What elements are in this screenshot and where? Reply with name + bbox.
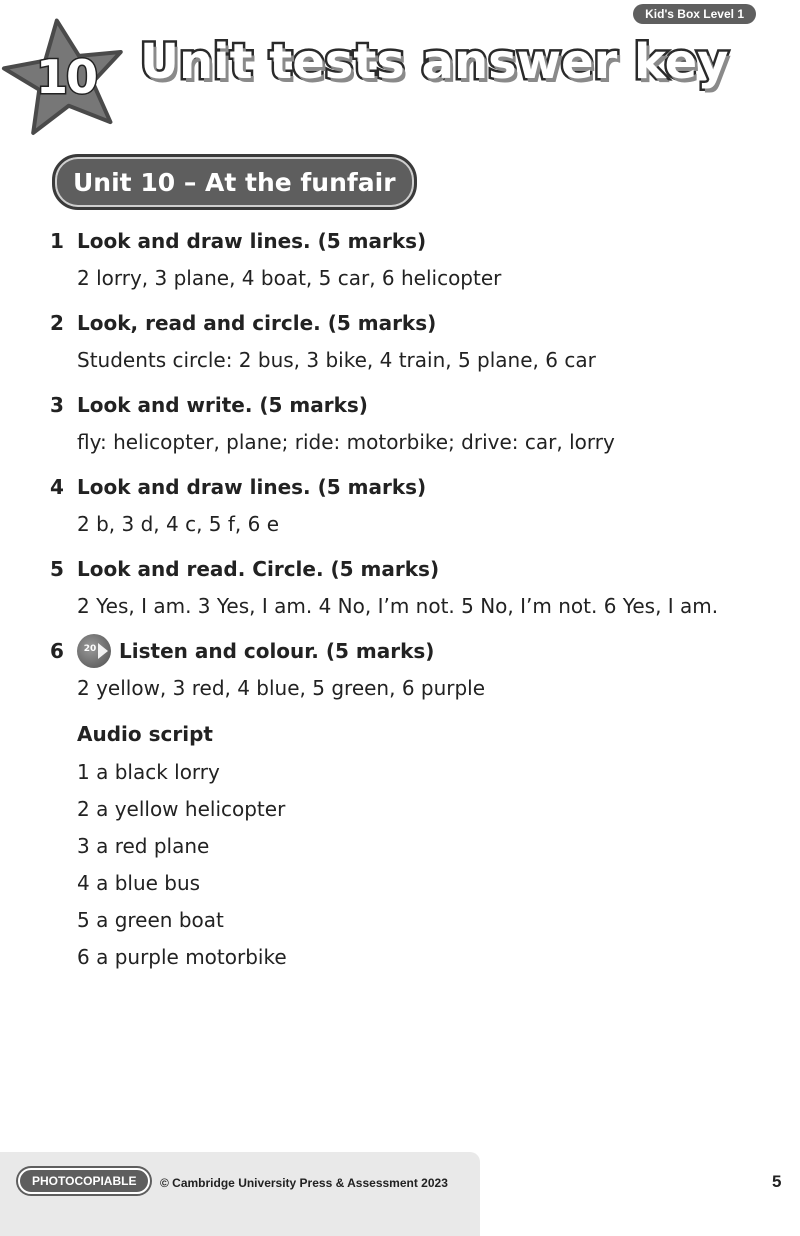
question-5 — [50, 550, 770, 624]
unit-subtitle: Unit 10 – At the funfair — [52, 154, 417, 210]
audio-script-line: 4 a blue bus — [77, 871, 201, 895]
question-number: 3 — [50, 393, 64, 417]
question-title: Look and draw lines. (5 marks) — [77, 475, 427, 499]
question-number: 6 — [50, 639, 64, 663]
audio-script-line: 1 a black lorry — [77, 760, 220, 784]
question-number: 1 — [50, 229, 64, 253]
question-6 — [50, 632, 770, 706]
level-badge: Kid's Box Level 1 — [633, 4, 756, 24]
audio-script-line: 2 a yellow helicopter — [77, 797, 286, 821]
page-number: 5 — [772, 1172, 782, 1191]
question-2 — [50, 304, 770, 378]
question-answer: 2 Yes, I am. 3 Yes, I am. 4 No, I’m not. 5 No, I’m not. 6 Yes, I am. — [77, 594, 719, 618]
footer-band — [0, 1152, 480, 1236]
question-1 — [50, 222, 770, 296]
question-answer: 2 yellow, 3 red, 4 blue, 5 green, 6 purple — [77, 676, 486, 700]
copyright-text: © Cambridge University Press & Assessment 2023 — [160, 1176, 448, 1190]
question-3 — [50, 386, 770, 460]
track-number: 20 — [83, 644, 97, 654]
audio-script-line: 5 a green boat — [77, 908, 224, 932]
question-number: 2 — [50, 311, 64, 335]
question-answer: 2 b, 3 d, 4 c, 5 f, 6 e — [77, 512, 280, 536]
question-number: 5 — [50, 557, 64, 581]
unit-number: 10 — [35, 50, 96, 104]
unit-star-badge — [0, 14, 130, 144]
audio-script-line: 3 a red plane — [77, 834, 210, 858]
question-title: Look, read and circle. (5 marks) — [77, 311, 437, 335]
question-answer: 2 lorry, 3 plane, 4 boat, 5 car, 6 helicopter — [77, 266, 502, 290]
question-title: Look and write. (5 marks) — [77, 393, 368, 417]
audio-script-title: Audio script — [77, 722, 213, 746]
answer-list — [50, 222, 770, 976]
page-title: Unit tests answer key — [140, 34, 729, 90]
question-number: 4 — [50, 475, 64, 499]
question-answer: Students circle: 2 bus, 3 bike, 4 train, 5 plane, 6 car — [77, 348, 596, 372]
question-4 — [50, 468, 770, 542]
question-title: Look and read. Circle. (5 marks) — [77, 557, 440, 581]
audio-script-line: 6 a purple motorbike — [77, 945, 287, 969]
audio-track-icon[interactable] — [77, 634, 111, 668]
photocopiable-badge: PHOTOCOPIABLE — [18, 1168, 150, 1194]
question-title: Listen and colour. (5 marks) — [119, 639, 435, 663]
question-answer: fly: helicopter, plane; ride: motorbike; drive: car, lorry — [77, 430, 615, 454]
question-title: Look and draw lines. (5 marks) — [77, 229, 427, 253]
